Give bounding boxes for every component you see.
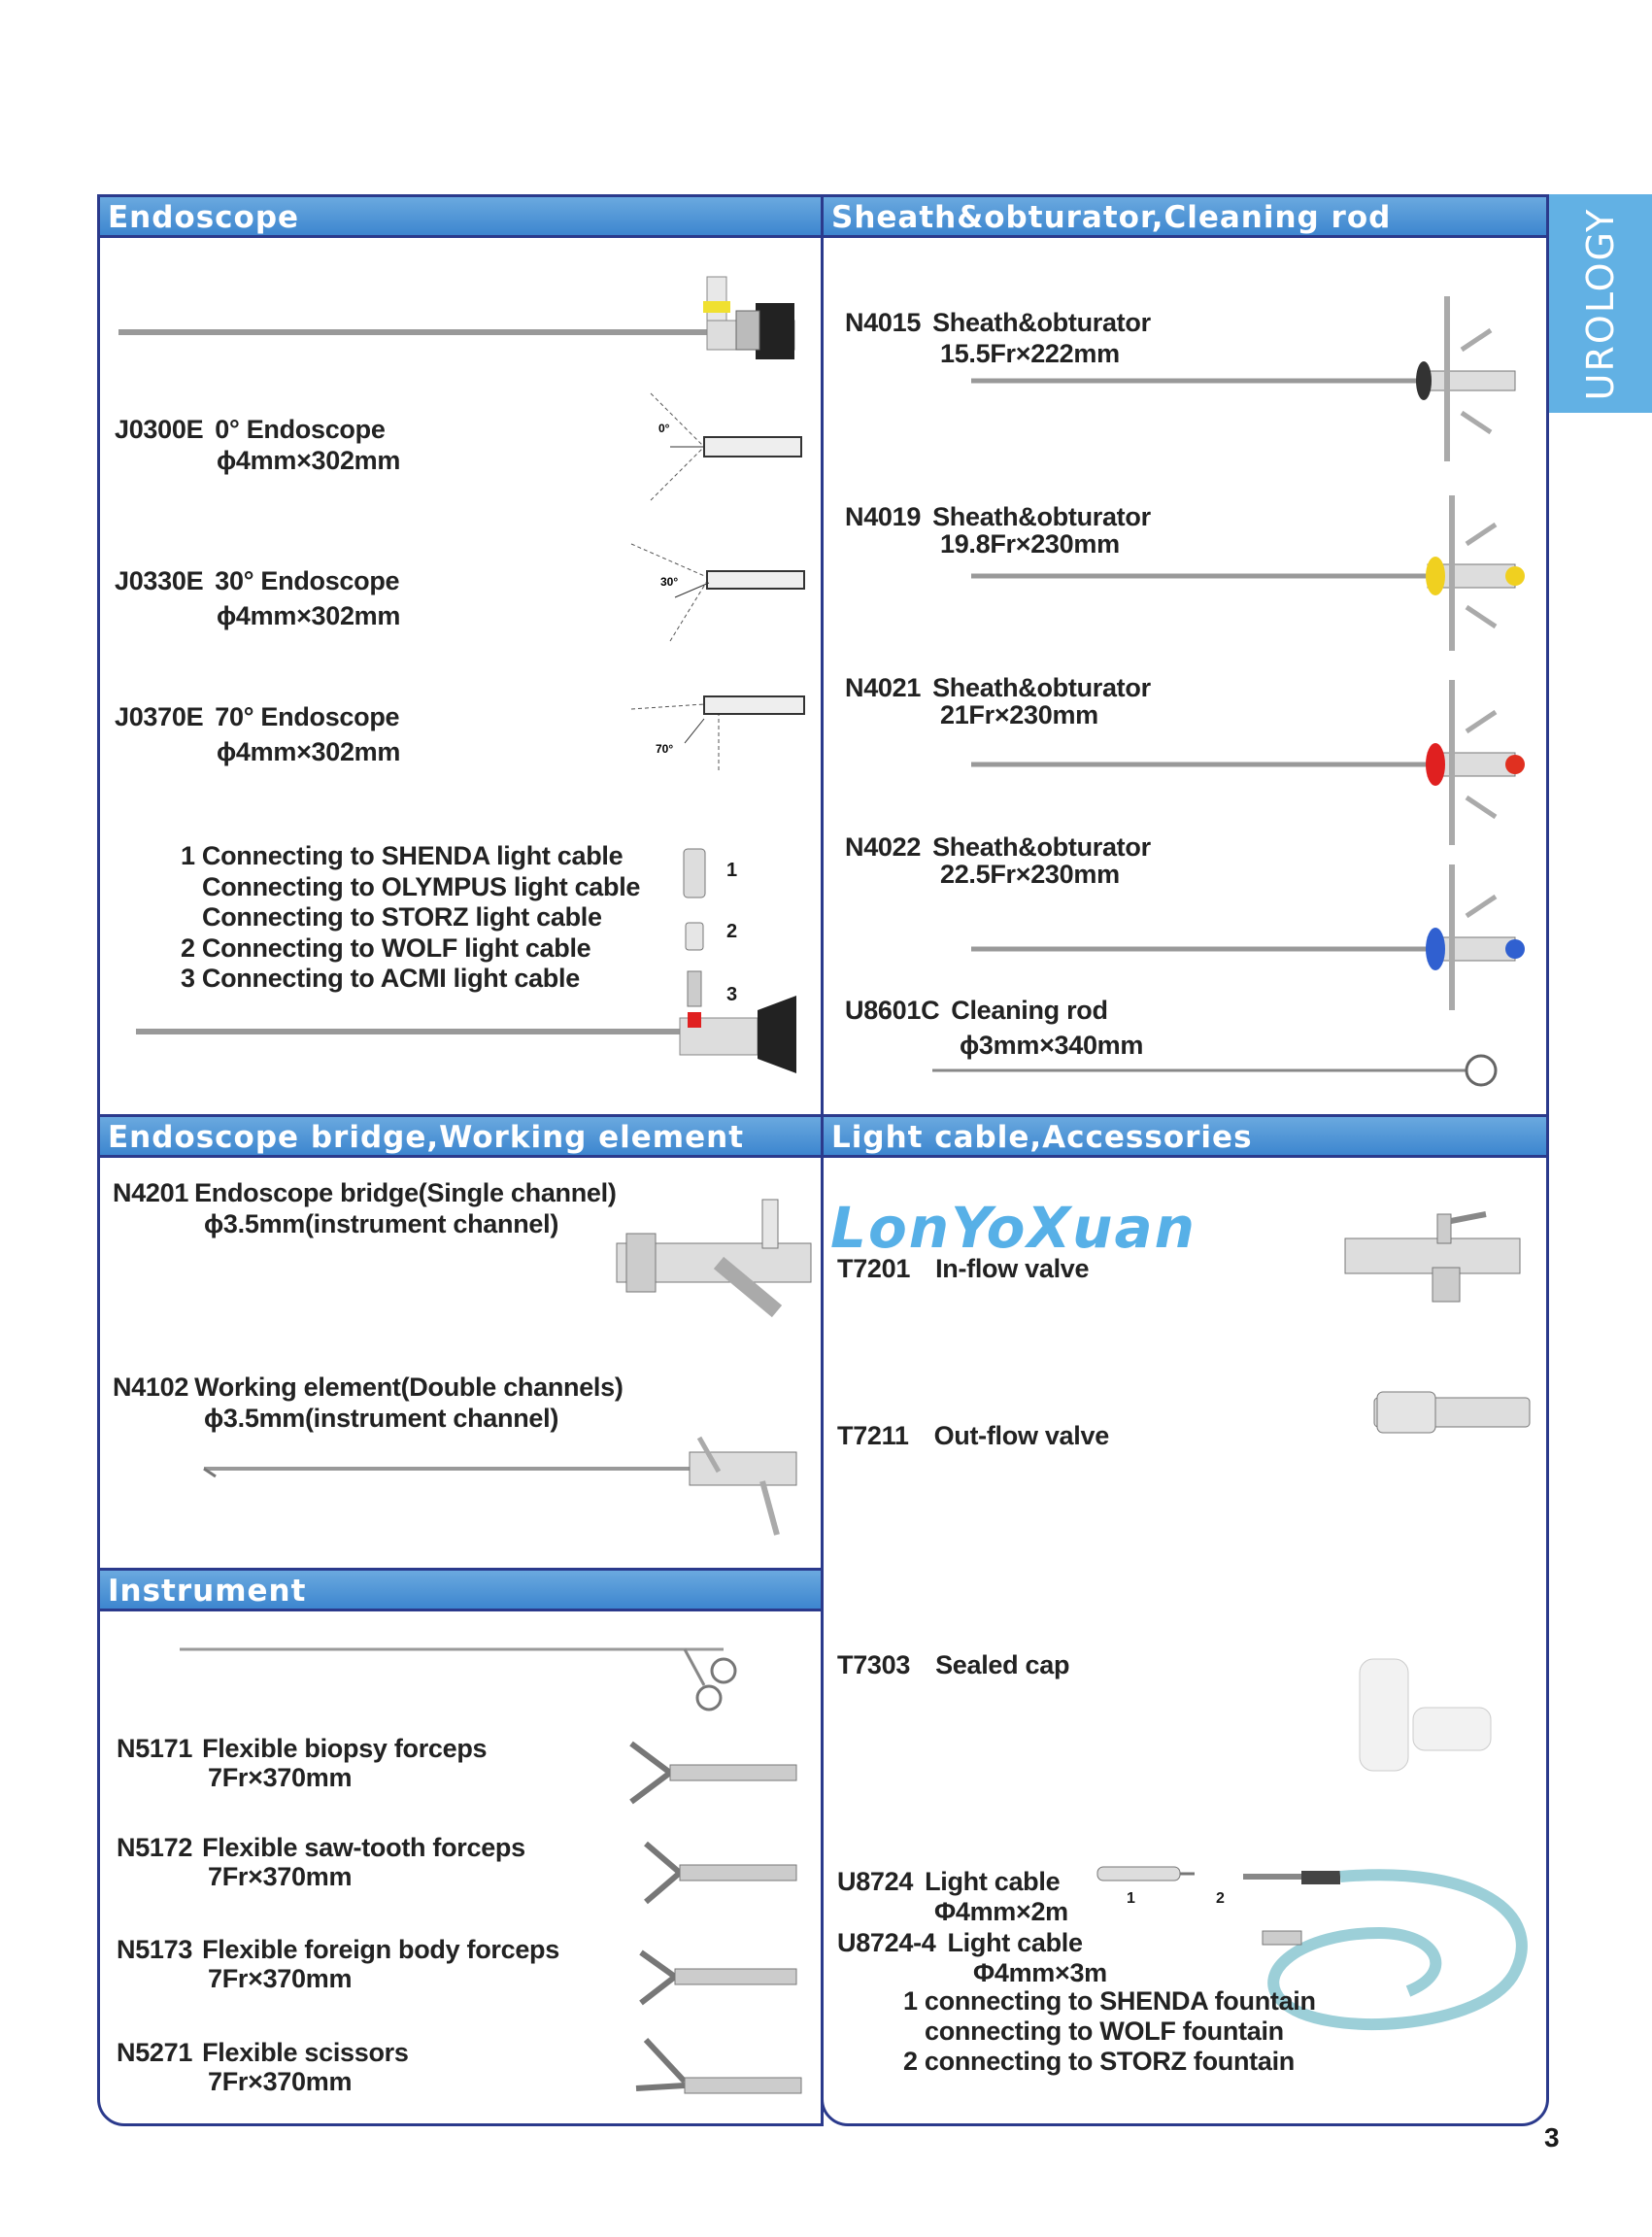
cable-number-1: 1 <box>1127 1890 1135 1907</box>
instrument-image-top <box>180 1632 762 1710</box>
item-name: Endoscope bridge(Single channel) <box>194 1178 617 1207</box>
connector-list <box>181 841 640 995</box>
item-size: 7Fr×370mm <box>208 2067 353 2096</box>
item-size: ϕ3mm×340mm <box>960 1031 1144 1060</box>
item-size: ϕ3.5mm(instrument channel) <box>204 1404 559 1433</box>
cable-number-2: 2 <box>1216 1890 1225 1907</box>
light-header: Light cable,Accessories <box>824 1117 1546 1158</box>
angle-30-diagram <box>631 539 806 646</box>
connector-line-3: Connecting to STORZ light cable <box>202 902 602 932</box>
item-size: Φ4mm×2m <box>934 1897 1068 1926</box>
note-line-2: connecting to WOLF fountain <box>925 2017 1284 2046</box>
light-notes <box>903 1986 1316 2077</box>
item-name: Sheath&obturator <box>932 832 1151 862</box>
light-item-1 <box>837 1253 1089 1284</box>
bridge-item-1 <box>113 1177 617 1239</box>
foreign-body-forceps-image <box>631 1943 806 2011</box>
light-item-3 <box>837 1649 1069 1680</box>
side-tab-label: UROLOGY <box>1579 207 1622 400</box>
item-size: Φ4mm×3m <box>973 1958 1107 1987</box>
item-name: Flexible biopsy forceps <box>202 1734 488 1763</box>
item-code: J0300E <box>115 415 204 444</box>
item-name: Out-flow valve <box>933 1421 1109 1450</box>
item-name: Light cable <box>947 1928 1083 1957</box>
in-flow-valve-image <box>1340 1209 1534 1306</box>
watermark: LonYoXuan <box>830 1195 1197 1261</box>
item-code: N5271 <box>117 2038 193 2067</box>
page-number: 3 <box>1544 2122 1560 2152</box>
endoscope-image-top <box>115 262 794 369</box>
item-size: 19.8Fr×230mm <box>940 529 1120 559</box>
item-size: ϕ4mm×302mm <box>217 601 401 630</box>
item-code: N4015 <box>845 308 922 337</box>
item-code: U8601C <box>845 996 940 1025</box>
item-size: 7Fr×370mm <box>208 1763 353 1792</box>
item-code: N4019 <box>845 502 922 531</box>
item-size: 7Fr×370mm <box>208 1862 353 1891</box>
connector-number-3: 3 <box>726 984 738 1005</box>
scissors-image <box>631 2035 806 2108</box>
side-tab <box>1549 194 1652 413</box>
connector-line-4: 2 Connecting to WOLF light cable <box>181 932 591 963</box>
connector-number-2: 2 <box>726 921 738 942</box>
item-name: Sealed cap <box>935 1650 1070 1679</box>
item-code: T7211 <box>837 1421 909 1450</box>
angle-0-diagram <box>651 393 806 500</box>
item-size: 15.5Fr×222mm <box>940 339 1120 368</box>
connector-line-1: 1 Connecting to SHENDA light cable <box>181 841 624 870</box>
sheath-header: Sheath&obturator,Cleaning rod <box>824 197 1546 238</box>
endoscope-item-2 <box>115 565 400 631</box>
sheath-image-2 <box>971 491 1534 656</box>
item-size: ϕ4mm×302mm <box>217 446 401 475</box>
item-name: Working element(Double channels) <box>194 1373 624 1402</box>
item-code: N5171 <box>117 1734 193 1763</box>
connector-line-5: 3 Connecting to ACMI light cable <box>181 964 580 993</box>
light-cable-item-2 <box>837 1928 1107 1988</box>
working-element-image <box>204 1428 816 1544</box>
item-code: U8724-4 <box>837 1928 936 1957</box>
instrument-item-1 <box>117 1734 487 1792</box>
item-code: N5173 <box>117 1935 193 1964</box>
connector-line-2: Connecting to OLYMPUS light cable <box>202 871 641 901</box>
item-name: Cleaning rod <box>951 996 1108 1025</box>
item-size: 21Fr×230mm <box>940 700 1098 729</box>
item-size: ϕ3.5mm(instrument channel) <box>204 1209 559 1238</box>
item-code: N4021 <box>845 673 922 702</box>
item-size: 7Fr×370mm <box>208 1964 353 1993</box>
endoscope-item-3 <box>115 701 400 767</box>
saw-tooth-forceps-image <box>636 1839 806 1907</box>
item-name: 30° Endoscope <box>215 566 400 595</box>
item-name: Flexible scissors <box>202 2038 409 2067</box>
item-name: Flexible foreign body forceps <box>202 1935 559 1964</box>
item-code: J0370E <box>115 702 204 731</box>
light-item-2 <box>837 1420 1109 1451</box>
bridge-image <box>612 1200 816 1326</box>
sheath-image-1 <box>971 291 1534 466</box>
connector-number-1: 1 <box>726 860 738 881</box>
angle-label: 0° <box>658 422 670 435</box>
item-name: Sheath&obturator <box>932 502 1151 531</box>
instrument-item-4 <box>117 2038 409 2096</box>
item-name: 70° Endoscope <box>215 702 400 731</box>
instrument-item-3 <box>117 1935 559 1993</box>
angle-label: 70° <box>656 742 674 756</box>
item-code: U8724 <box>837 1867 914 1896</box>
out-flow-valve-image <box>1369 1384 1534 1442</box>
item-size: 22.5Fr×230mm <box>940 860 1120 889</box>
endoscope-image-bottom <box>136 981 806 1088</box>
bridge-item-2 <box>113 1372 624 1434</box>
item-code: N4201 <box>113 1178 189 1207</box>
light-cable-item-1 <box>837 1867 1068 1927</box>
item-name: 0° Endoscope <box>215 415 386 444</box>
note-line-1: 1 connecting to SHENDA fountain <box>903 1986 1316 2016</box>
bridge-header: Endoscope bridge,Working element <box>100 1117 821 1158</box>
sheath-image-4 <box>971 860 1534 1015</box>
cleaning-rod-image <box>932 1051 1515 1090</box>
item-code: N4102 <box>113 1373 189 1402</box>
item-name: Sheath&obturator <box>932 673 1151 702</box>
sheath-image-3 <box>971 675 1534 850</box>
item-code: N5172 <box>117 1833 193 1862</box>
item-name: Light cable <box>925 1867 1061 1896</box>
item-code: T7303 <box>837 1650 911 1679</box>
biopsy-forceps-image <box>626 1739 806 1807</box>
item-name: Sheath&obturator <box>932 308 1151 337</box>
item-code: N4022 <box>845 832 922 862</box>
item-code: J0330E <box>115 566 204 595</box>
angle-70-diagram <box>631 685 806 772</box>
instrument-item-2 <box>117 1833 525 1891</box>
item-name: In-flow valve <box>935 1254 1090 1283</box>
note-line-3: 2 connecting to STORZ fountain <box>903 2047 1295 2076</box>
angle-label: 30° <box>660 575 679 589</box>
item-code: T7201 <box>837 1254 911 1283</box>
endoscope-header: Endoscope <box>100 197 821 238</box>
item-name: Flexible saw-tooth forceps <box>202 1833 525 1862</box>
item-size: ϕ4mm×302mm <box>217 737 401 766</box>
instrument-header: Instrument <box>100 1571 821 1611</box>
endoscope-item-1 <box>115 414 400 476</box>
sealed-cap-image <box>1355 1651 1500 1778</box>
